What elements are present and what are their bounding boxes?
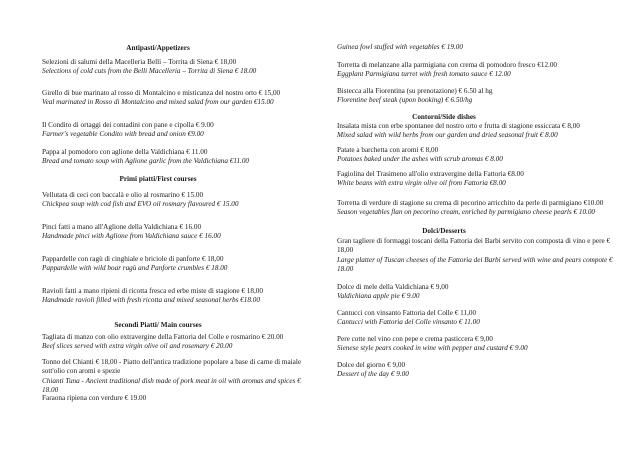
menu-item: [42, 333, 304, 352]
item-italian: Torretta di melanzane alla parmigiana con crema di pomodoro fresco €12.00: [337, 61, 558, 69]
menu-item: [42, 148, 304, 167]
menu-item: [42, 58, 304, 77]
item-english: Handmade pinci with Aglione from Valdichiana sauce € 16.00: [42, 232, 221, 241]
item-english: White beans with extra virgin olive oil from Fattoria €8.00: [337, 179, 506, 188]
item-italian: Pappardelle con ragù di cinghiale e briciole di panforte € 18,00: [42, 255, 224, 263]
menu-item: [337, 335, 625, 354]
item-english: Large platter of Tuscan cheeses of the Fattoria dei Barbi served with wine and pears compote € 18.00: [337, 255, 613, 274]
item-english: Guinea fowl stuffed with vegetables € 19.00: [337, 43, 463, 51]
item-italian: Il Condito di ortaggi dei contadini con pane e cipolla € 9.00: [42, 121, 214, 129]
menu-item: [42, 191, 304, 210]
item-italian: Dolce di mele della Valdichiana € 9,00: [337, 283, 449, 291]
item-english: Selections of cold cuts from the Belli Macelleria – Torrita di Siena € 18.00: [42, 67, 257, 76]
menu-item: [42, 223, 304, 242]
item-english: Dessert of the day € 9.00: [337, 370, 409, 379]
item-english: Pappardelle with wild boar ragù and Panforte crumbles € 18.00: [42, 264, 228, 273]
menu-item: [42, 121, 304, 140]
item-english: Chickpea soup with cod fish and EVO oil rosmary flavoured € 15.00: [42, 200, 239, 209]
menu-item: [337, 283, 625, 302]
item-english: Eggplant Parmigiana turret with fresh tomato sauce € 12.00: [337, 70, 511, 79]
item-english: Beef slices served with extra virgin olive oil and rosemary € 20.00: [42, 342, 233, 351]
item-italian: Tonno del Chianti € 18,00 - Piatto dell'antica tradizione popolare a base di carne di maiale sott'olio con aromi e spezie: [42, 358, 302, 376]
item-italian: Insalata mista con erbe spontanee del nostro orto e frutta di stagione essiccata € 8,00: [337, 122, 580, 130]
item-italian: Ravioli fatti a mano ripieni di ricotta fresca ed erbe miste di stagione € 18,00: [42, 287, 263, 295]
item-english: Valdichiana apple pie € 9.00: [337, 292, 420, 301]
menu-item: [337, 361, 625, 380]
item-italian: Selezioni di salumi della Macelleria Belli – Torrita di Siena € 18,00: [42, 58, 237, 66]
menu-item: [337, 146, 625, 165]
item-italian: Dolce del giorno € 9,00: [337, 361, 406, 369]
menu-item: [337, 309, 625, 328]
item-italian: Pappa al pomodoro con aglione della Valdichiana € 11.00: [42, 148, 208, 156]
item-italian: Tagliata di manzo con olio extravergine della Fattoria del Colle e rosmarino € 20.00: [42, 333, 284, 341]
item-english: Florentine beef steak (upon booking) € 6.50/hg: [337, 96, 473, 105]
item-italian: Pinci fatti a mano all'Aglione della Valdichiana € 16.00: [42, 223, 202, 231]
dolci-heading: Dolci/Desserts: [422, 227, 466, 235]
item-english: Handmade ravioli filled with fresh ricotta and mixed seasonal herbs €18.00: [42, 296, 260, 305]
item-italian: Pere cotte nel vino con pepe e crema pasticcera € 9,00: [337, 335, 493, 343]
item-italian: Fagiolina del Trasimeno all'olio extravergine della Fattoria €8.00: [337, 170, 524, 178]
menu-item: [337, 61, 625, 80]
item-english: Sienese style pears cooked in wine with pepper and custard € 9.00: [337, 344, 528, 353]
item-english: Season vegetables flan on pecorino cream, enriched by parmigiano cheese pearls € 10.00: [337, 208, 596, 217]
item-italian: Faraona ripiena con verdure € 19.00: [42, 394, 147, 402]
item-italian: Vellutata di ceci con baccalà e olio al rosmarino € 15.00: [42, 191, 204, 199]
item-english: Chianti Tuna - Ancient traditional dish made of pork meat in oil with aromas and spices € 18.00: [42, 376, 301, 395]
item-english: Farmer's vegetable Condito with bread and onion €9.00: [42, 130, 204, 139]
primi-heading: Primi piatti/First courses: [119, 175, 197, 183]
menu-item: [42, 255, 304, 274]
menu-item: [337, 237, 625, 275]
item-english: Mixed salad with wild herbs from our garden and dried seasonal fruit € 8.00: [337, 131, 558, 140]
menu-item: [42, 358, 304, 396]
item-italian: Bistecca alla Fiorentina (su prenotazione) € 6.50 al hg: [337, 87, 493, 95]
menu-item: [42, 394, 304, 403]
menu-item: [337, 43, 625, 52]
contorni-heading: Contorni/Side dishes: [412, 113, 476, 121]
menu-item: [42, 89, 304, 108]
item-english: Potatoes baked under the ashes with scrub aromas € 8.00: [337, 155, 503, 164]
item-italian: Gran tagliere di formaggi toscani della Fattoria dei Barbi servito con composta di vino e pere € 18,00: [337, 237, 611, 255]
item-english: Cantucci with Fattoria del Colle vinsanto € 11.00: [337, 318, 480, 327]
secondi-heading: Secondi Piatti/ Main courses: [114, 321, 202, 329]
item-italian: Patate a barchetta con aromi € 8,00: [337, 146, 439, 154]
antipasti-heading: Antipasti/Appetizers: [126, 44, 190, 52]
menu-item: [337, 87, 625, 106]
item-italian: Cantucci con vinsanto Fattoria del Colle € 11,00: [337, 309, 477, 317]
item-english: Bread and tomato soup with Aglione garlic from the Valdichiana €11.00: [42, 157, 250, 166]
item-english: Veal marinated in Rosso di Montalcino and mixed salad from our garden €15.00: [42, 98, 274, 107]
item-italian: Girello di bue marinato al rosso di Montalcino e misticanza del nostro orto € 15,00: [42, 89, 281, 97]
menu-item: [337, 170, 625, 189]
item-italian: Torretta di verdure di stagione su crema di pecorino arricchito da perle di parmigiano €10.00: [337, 199, 604, 207]
menu-item: [337, 199, 625, 218]
menu-item: [337, 122, 625, 141]
menu-item: [42, 287, 304, 306]
